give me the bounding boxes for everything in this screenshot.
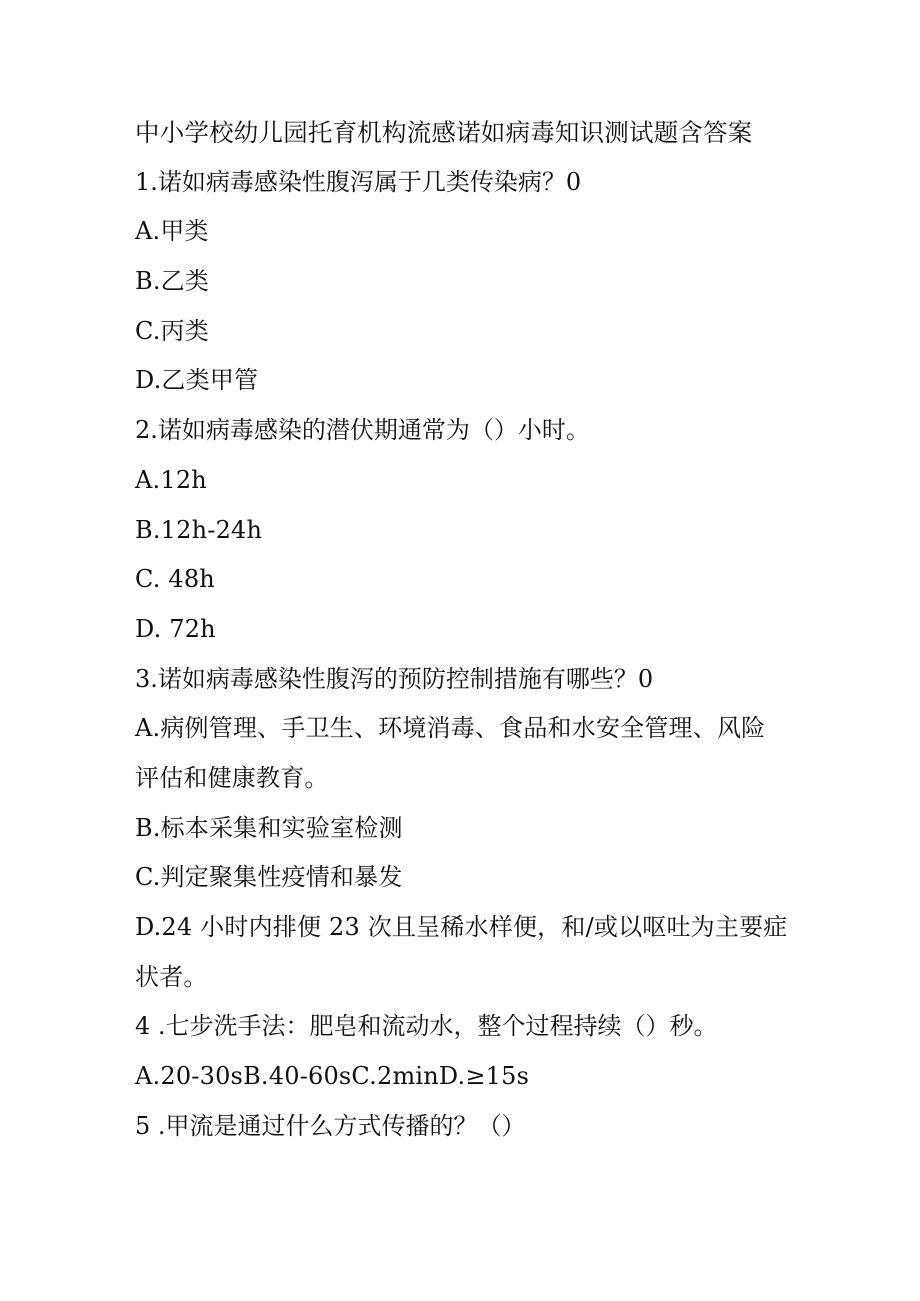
question-3: 3.诺如病毒感染性腹泻的预防控制措施有哪些？0 xyxy=(135,664,654,693)
question-3-option-c: C.判定聚集性疫情和暴发 xyxy=(135,863,403,892)
question-2-option-c: C. 48h xyxy=(135,565,215,594)
question-3-option-b: B.标本采集和实验室检测 xyxy=(135,813,403,842)
question-1-option-b: B.乙类 xyxy=(135,267,210,296)
question-3-option-a-continued: 评估和健康教育。 xyxy=(135,763,329,792)
question-2-option-d: D. 72h xyxy=(135,614,216,643)
question-1-option-d: D.乙类甲管 xyxy=(135,366,259,395)
question-1: 1.诺如病毒感染性腹泻属于几类传染病？0 xyxy=(135,167,582,196)
question-1-option-a: A.甲类 xyxy=(135,217,209,246)
question-4: 4 .七步洗手法：肥皂和流动水，整个过程持续（）秒。 xyxy=(135,1012,718,1041)
question-1-option-c: C.丙类 xyxy=(135,316,209,345)
question-2: 2.诺如病毒感染的潜伏期通常为（）小时。 xyxy=(135,416,590,445)
question-5: 5 .甲流是通过什么方式传播的？（） xyxy=(135,1111,526,1140)
question-3-option-a: A.病例管理、手卫生、环境消毒、食品和水安全管理、风险 xyxy=(135,714,766,743)
question-2-option-b: B.12h-24h xyxy=(135,515,263,544)
document-body xyxy=(135,108,795,1151)
question-3-option-d: D.24 小时内排便 23 次且呈稀水样便，和/或以呕吐为主要症 xyxy=(135,913,788,941)
question-4-options: A.20-30sB.40-60sC.2minD.≥15s xyxy=(135,1062,530,1091)
question-3-option-d-continued: 状者。 xyxy=(135,962,208,991)
question-2-option-a: A.12h xyxy=(135,465,207,494)
document-title: 中小学校幼儿园托育机构流感诺如病毒知识测试题含答案 xyxy=(135,118,753,147)
